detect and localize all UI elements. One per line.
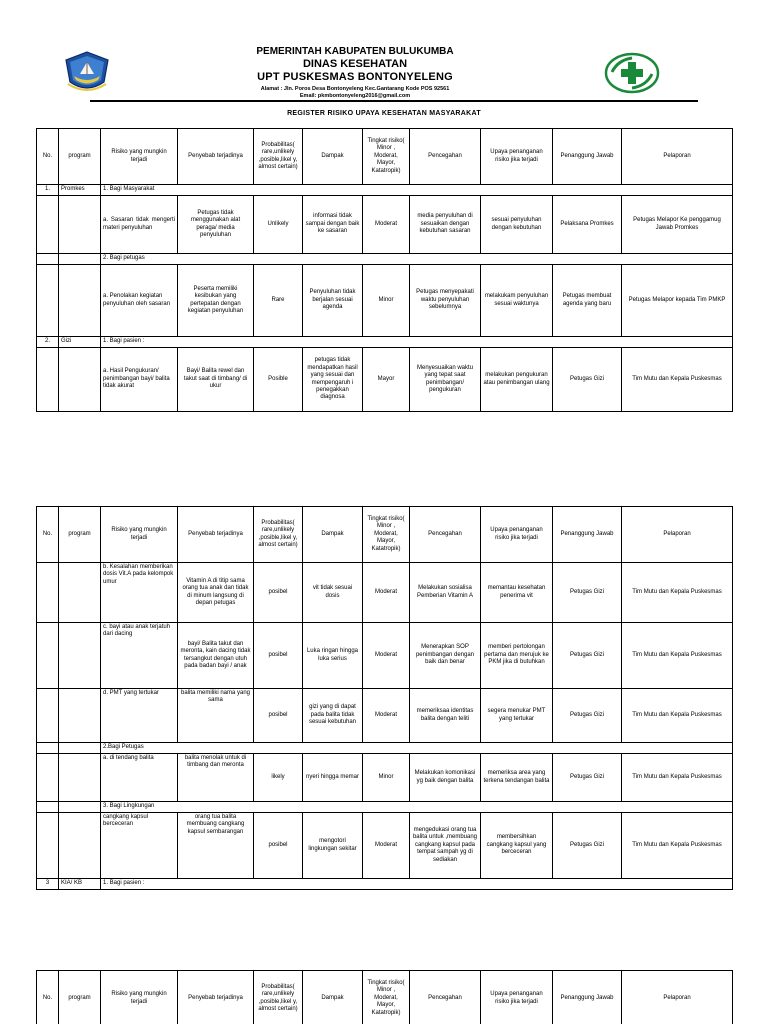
- col-prevention: Pencegahan: [410, 507, 481, 563]
- section-label: 2.Bagi Petugas: [101, 743, 733, 754]
- address: Alamat : Jln. Poros Desa Bontonyeleng Kec.Gantarang Kode POS 92561: [260, 86, 450, 92]
- col-probability: Probabilitas( rare,unlikely ,posible,likel y, almost certain): [254, 507, 303, 563]
- table-row: d. PMT yang tertukar balita memiliki nama yang sama posibel gizi yang di dapat pada balita tidak sesuai kebutuhan Moderat memeriksaa identitas balita dengan teliti segera menukar PMT yang tertukar Petugas Gizi Tim Mutu dan Kepala Puskesmas: [37, 689, 733, 743]
- col-reporting: Pelaporan: [622, 971, 733, 1024]
- table-row: a. Hasil Pengukuran/ penimbangan bayi/ balita tidak akurat Bayi/ Balita rewel dan takut saat di timbang/ di ukur Posible petugas tidak mendapatkan hasil yang sesuai dan mempengaruh i penegakkan diagnosa Mayor Menyesuaikan waktu yang tepat saat penimbangan/ pengukuran melakukan pengukuran atau penimbangan ulang Petugas Gizi Tim Mutu dan Kepala Puskesmas: [37, 348, 733, 412]
- col-probability: Probabilitas( rare,unlikely ,posible,likel y, almost certain): [254, 971, 303, 1024]
- col-impact: Dampak: [303, 507, 363, 563]
- col-program: program: [59, 971, 101, 1024]
- col-program: program: [59, 129, 101, 185]
- table-row: a. di tendang balita balita menolak untuk di timbang dan meronta likely nyeri hingga memar Minor Melakukan komonikasi yg baik dengan balita memeriksa area yang terkena tendangan balita Petugas Gizi Tim Mutu dan Kepala Puskesmas: [37, 754, 733, 802]
- section-label: 3. Bagi Lingkungan: [101, 802, 733, 813]
- col-probability: Probabilitas( rare,unlikely ,posible,likel y, almost certain): [254, 129, 303, 185]
- col-risk-level: Tingkat risiko( Minor , Moderat, Mayor, Katatropik): [363, 129, 410, 185]
- col-reporting: Pelaporan: [622, 129, 733, 185]
- col-responsible: Penanggung Jawab: [553, 507, 622, 563]
- section-row: [37, 879, 733, 890]
- table-row: a. Penolakan kegiatan penyuluhan oleh sasaran Peserta memiliki kesibukan yang pertepatan dengan kegiatan penyuluhan Rare Penyuluhan tidak berjalan sesuai agenda Minor Petugas menyepakati waktu penyuluhan sebelumnya melakukam penyuluhan sesuai waktunya Petugas membuat agenda yang baru Petugas Melapor kepada Tim PMKP: [37, 265, 733, 337]
- col-no: No.: [37, 507, 59, 563]
- letterhead-text: [180, 46, 530, 100]
- section-row: [37, 254, 733, 265]
- col-cause: Penyebab terjadinya: [178, 129, 254, 185]
- col-handling: Upaya penanganan risiko jika terjadi: [481, 971, 553, 1024]
- col-prevention: Pencegahan: [410, 971, 481, 1024]
- section-row: [37, 185, 733, 196]
- risk-register-table-2: [36, 506, 733, 890]
- col-cause: Penyebab terjadinya: [178, 971, 254, 1024]
- col-cause: Penyebab terjadinya: [178, 507, 254, 563]
- email: Email: pkmbontonyeleng2016@gmail.com: [299, 93, 411, 99]
- col-risk-level: Tingkat risiko( Minor , Moderat, Mayor, Katatropik): [363, 507, 410, 563]
- table-header-row: [37, 507, 733, 563]
- col-impact: Dampak: [303, 971, 363, 1024]
- col-program: program: [59, 507, 101, 563]
- col-handling: Upaya penanganan risiko jika terjadi: [481, 507, 553, 563]
- row-program: Gizi: [59, 337, 101, 348]
- agency-name: DINAS KESEHATAN: [302, 58, 408, 70]
- document-title: REGISTER RISIKO UPAYA KESEHATAN MASYARAKAT: [287, 110, 481, 117]
- letterhead-divider: [90, 100, 698, 102]
- table-row: cangkang kapsul berceceran orang tua balita membuang cangkang kapsul sembarangan posibel mengotori lingkungan sekitar Moderat mengedukasi orang tua balita untuk ,membuang cangkang kapsul pada tempat sampah yg di sediakan membersihkan cangkang kapsul yang berceceran Petugas Gizi Tim Mutu dan Kepala Puskesmas: [37, 813, 733, 879]
- section-label: 1. Bagi Masyarakat: [101, 185, 733, 196]
- row-no: 3: [37, 879, 59, 890]
- row-no: 2.: [37, 337, 59, 348]
- section-row: [37, 802, 733, 813]
- section-label: 2. Bagi petugas: [101, 254, 733, 265]
- section-row: [37, 337, 733, 348]
- col-risk: Risiko yang mungkin terjadi: [101, 971, 178, 1024]
- government-name: PEMERINTAH KABUPATEN BULUKUMBA: [256, 46, 454, 57]
- table-row: b. Kesalahan memberikan dosis Vit.A pada kelompok umur Vitamin A di titip sama orang tua anak dan tidak di minum langsung di depan petugas posibel vit tidak sesuai dosis Moderat Melakukan sosialisa Pemberian Vitamin A memantau kesehatan penerima vit Petugas Gizi Tim Mutu dan Kepala Puskesmas: [37, 563, 733, 623]
- row-no: 1.: [37, 185, 59, 196]
- bulukumba-emblem-icon: [62, 50, 112, 94]
- col-reporting: Pelaporan: [622, 507, 733, 563]
- col-responsible: Penanggung Jawab: [553, 971, 622, 1024]
- letterhead: [0, 0, 768, 110]
- col-handling: Upaya penanganan risiko jika terjadi: [481, 129, 553, 185]
- col-no: No.: [37, 129, 59, 185]
- row-program: KIA/ KB: [59, 879, 101, 890]
- section-label: 1. Bagi pasien :: [101, 337, 733, 348]
- puskesmas-cross-logo-icon: [604, 52, 660, 94]
- table-header-row: [37, 971, 733, 1024]
- section-label: 1. Bagi pasien :: [101, 879, 733, 890]
- risk-register-table-3: [36, 970, 733, 1024]
- puskesmas-name: UPT PUSKESMAS BONTONYELENG: [257, 71, 453, 83]
- section-row: [37, 743, 733, 754]
- risk-register-table-1: [36, 128, 733, 412]
- col-risk-level: Tingkat risiko( Minor , Moderat, Mayor, Katatropik): [363, 971, 410, 1024]
- col-risk: Risiko yang mungkin terjadi: [101, 507, 178, 563]
- table-header-row: [37, 129, 733, 185]
- col-prevention: Pencegahan: [410, 129, 481, 185]
- col-no: No.: [37, 971, 59, 1024]
- table-row: a. Sasaran tidak mengerti materi penyuluhan Petugas tidak menggunakan alat peraga/ media penyuluhan Unlikely informasi tidak sampai dengan baik ke sasaran Moderat media penyuluhan di sesuaikan dengan kebutuhan sasaran sesuai penyuluhan dengan kebutuhan Pelaksana Promkes Petugas Melapor Ke penggamug Jawab Promkes: [37, 196, 733, 254]
- col-risk: Risiko yang mungkin terjadi: [101, 129, 178, 185]
- row-program: Promkes: [59, 185, 101, 196]
- col-responsible: Penanggung Jawab: [553, 129, 622, 185]
- col-impact: Dampak: [303, 129, 363, 185]
- table-row: c. bayi atau anak terjatuh dari dacing bayi/ Balita takut dan meronta, kain dacing tidak tersangkut dengan utuh pada badan bayi / anak posibel Luka ringan hingga luka serius Moderat Menerapkan SOP penimbangan dengan baik dan benar memberi pertolongan pertama dan merujuk ke PKM jika di butuhkan Petugas Gizi Tim Mutu dan Kepala Puskesmas: [37, 623, 733, 689]
